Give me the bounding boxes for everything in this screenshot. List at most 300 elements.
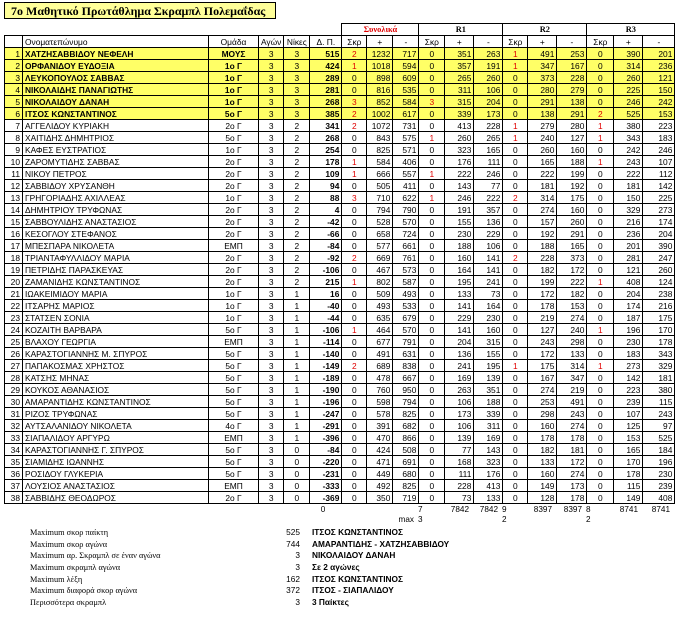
r1-minus: 222 xyxy=(474,192,503,204)
r1-minus: 228 xyxy=(474,120,503,132)
total-r3-minus: 8741 xyxy=(651,505,670,514)
total-minus: 680 xyxy=(393,468,419,480)
wins: 2 xyxy=(284,132,310,144)
r2-plus: 165 xyxy=(528,156,557,168)
stat-value: 744 xyxy=(286,538,300,549)
group-r1-header: R1 xyxy=(419,24,503,36)
table-row xyxy=(5,48,675,60)
r3-scrabbles: 0 xyxy=(587,396,614,408)
total-scrabbles: 2 xyxy=(342,252,367,264)
r1-minus: 339 xyxy=(474,408,503,420)
r3-minus: 174 xyxy=(643,216,675,228)
total-minus: 557 xyxy=(393,168,419,180)
team: 1ο Γ xyxy=(209,72,259,84)
r1-scrabbles: 0 xyxy=(419,372,445,384)
games: 3 xyxy=(259,168,284,180)
r1-scrabbles: 1 xyxy=(419,132,445,144)
r2-scrabbles: 0 xyxy=(503,432,528,444)
r3-minus: 150 xyxy=(643,84,675,96)
player-name: ΙΤΣΑΡΗΣ ΜΑΡΙΟΣ xyxy=(23,300,209,312)
r3-plus: 380 xyxy=(614,120,643,132)
row-number: 22 xyxy=(5,300,23,312)
total-minus: 825 xyxy=(393,480,419,492)
r1-scrabbles: 0 xyxy=(419,84,445,96)
total-scrabbles: 3 xyxy=(342,96,367,108)
row-number: 24 xyxy=(5,324,23,336)
r1-minus: 191 xyxy=(474,60,503,72)
r2-plus: 167 xyxy=(528,372,557,384)
r3-plus: 107 xyxy=(614,408,643,420)
total-r2-skr: 9 xyxy=(502,505,507,514)
player-name: ΙΩΑΚΕΙΜΙΔΟΥ ΜΑΡΙΑ xyxy=(23,288,209,300)
team: 1ο Γ xyxy=(209,144,259,156)
r3-plus: 273 xyxy=(614,360,643,372)
wins: 1 xyxy=(284,312,310,324)
games: 3 xyxy=(259,348,284,360)
points-diff: -220 xyxy=(310,456,342,468)
stat-row xyxy=(30,597,572,609)
table-row xyxy=(5,288,675,300)
r3-minus: 142 xyxy=(643,180,675,192)
r2-scrabbles: 0 xyxy=(503,396,528,408)
standings-table xyxy=(4,23,675,504)
total-minus: 790 xyxy=(393,204,419,216)
r3-scrabbles: 0 xyxy=(587,384,614,396)
player-name: ΔΗΜΗΤΡΙΟΥ ΤΡΥΦΩΝΑΣ xyxy=(23,204,209,216)
r2-plus: 172 xyxy=(528,348,557,360)
r3-minus: 184 xyxy=(643,444,675,456)
stat-value: 372 xyxy=(286,585,300,596)
r1-minus: 106 xyxy=(474,240,503,252)
games: 3 xyxy=(259,336,284,348)
total-minus: 587 xyxy=(393,276,419,288)
player-name: ΣΤΑΤΣΕΝ ΣΟΝΙΑ xyxy=(23,312,209,324)
points-diff: 281 xyxy=(310,84,342,96)
table-row xyxy=(5,372,675,384)
r1-scrabbles: 1 xyxy=(419,168,445,180)
r3-minus: 273 xyxy=(643,204,675,216)
table-row xyxy=(5,384,675,396)
row-number: 34 xyxy=(5,444,23,456)
stat-label: Περισσότερα σκραμπλ xyxy=(30,597,107,607)
wins: 3 xyxy=(284,60,310,72)
stat-holder: ΙΤΣΟΣ ΚΩΝΣΤΑΝΤΙΝΟΣ xyxy=(312,573,403,584)
table-row xyxy=(5,228,675,240)
r2-plus: 347 xyxy=(528,60,557,72)
r3-plus: 246 xyxy=(614,96,643,108)
r3-scrabbles: 0 xyxy=(587,84,614,96)
r1-plus: 228 xyxy=(445,480,474,492)
r1-plus: 230 xyxy=(445,228,474,240)
r2-minus: 188 xyxy=(557,156,587,168)
r2-minus: 172 xyxy=(557,264,587,276)
wins: 1 xyxy=(284,384,310,396)
row-number: 35 xyxy=(5,456,23,468)
player-name: ΚΑΤΣΗΣ ΜΗΝΑΣ xyxy=(23,372,209,384)
team: ΕΜΠ xyxy=(209,336,259,348)
r2-scrabbles: 0 xyxy=(503,300,528,312)
r1-scrabbles: 0 xyxy=(419,432,445,444)
wins: 1 xyxy=(284,360,310,372)
total-plus: 794 xyxy=(367,204,393,216)
r2-minus: 175 xyxy=(557,192,587,204)
r3-minus: 216 xyxy=(643,300,675,312)
wins: 2 xyxy=(284,204,310,216)
table-row xyxy=(5,156,675,168)
player-name: ΛΕΥΚΟΠΟΥΛΟΣ ΣΑΒΒΑΣ xyxy=(23,72,209,84)
r3-scrabbles: 1 xyxy=(587,132,614,144)
r1-scrabbles: 0 xyxy=(419,408,445,420)
r3-minus: 115 xyxy=(643,396,675,408)
player-name: ΧΑΙΤΙΔΗΣ ΔΗΜΗΤΡΙΟΣ xyxy=(23,132,209,144)
r2-scrabbles: 1 xyxy=(503,120,528,132)
r2-minus: 133 xyxy=(557,348,587,360)
r3-minus: 260 xyxy=(643,264,675,276)
r2-minus: 192 xyxy=(557,180,587,192)
points-diff: -44 xyxy=(310,312,342,324)
r2-plus: 253 xyxy=(528,396,557,408)
total-r3-skr: 8 xyxy=(586,505,591,514)
total-scrabbles: 2 xyxy=(342,360,367,372)
total-r3-plus: 8741 xyxy=(619,505,638,514)
player-name: ΚΑΡΑΣΤΟΓΙΑΝΝΗΣ Μ. ΣΠΥΡΟΣ xyxy=(23,348,209,360)
player-name: ΣΑΒΒΟΥΛΙΔΗΣ ΑΝΑΣΤΑΣΙΟΣ xyxy=(23,216,209,228)
r1-scrabbles: 0 xyxy=(419,288,445,300)
r2-minus: 199 xyxy=(557,168,587,180)
games: 3 xyxy=(259,480,284,492)
r1-scrabbles: 0 xyxy=(419,396,445,408)
points-diff: -42 xyxy=(310,216,342,228)
col-r1-minus: - xyxy=(474,36,503,48)
total-plus: 584 xyxy=(367,156,393,168)
games: 3 xyxy=(259,468,284,480)
total-plus: 658 xyxy=(367,228,393,240)
team: 5ο Γ xyxy=(209,408,259,420)
wins: 2 xyxy=(284,264,310,276)
row-number: 29 xyxy=(5,384,23,396)
row-number: 23 xyxy=(5,312,23,324)
r3-plus: 174 xyxy=(614,300,643,312)
table-row xyxy=(5,492,675,504)
r2-minus: 181 xyxy=(557,444,587,456)
col-wins: Νίκες xyxy=(284,36,310,48)
r1-scrabbles: 0 xyxy=(419,468,445,480)
points-diff: -396 xyxy=(310,432,342,444)
r3-plus: 343 xyxy=(614,132,643,144)
player-name: ΠΕΤΡΙΔΗΣ ΠΑΡΑΣΚΕΥΑΣ xyxy=(23,264,209,276)
row-number: 25 xyxy=(5,336,23,348)
r1-plus: 73 xyxy=(445,492,474,504)
wins: 1 xyxy=(284,420,310,432)
r2-plus: 175 xyxy=(528,360,557,372)
total-minus: 594 xyxy=(393,60,419,72)
points-diff: 341 xyxy=(310,120,342,132)
r3-plus: 183 xyxy=(614,348,643,360)
total-minus: 794 xyxy=(393,396,419,408)
table-row xyxy=(5,252,675,264)
r1-minus: 351 xyxy=(474,384,503,396)
r2-minus: 153 xyxy=(557,300,587,312)
r1-plus: 77 xyxy=(445,444,474,456)
r3-plus: 125 xyxy=(614,420,643,432)
team: 1ο Γ xyxy=(209,312,259,324)
r1-plus: 357 xyxy=(445,60,474,72)
stat-holder: ΑΜΑΡΑΝΤΙΔΗΣ - ΧΑΤΖΗΣΑΒΒΙΔΟΥ xyxy=(312,538,450,549)
r1-minus: 195 xyxy=(474,360,503,372)
r1-plus: 160 xyxy=(445,252,474,264)
r1-scrabbles: 0 xyxy=(419,456,445,468)
r1-minus: 230 xyxy=(474,312,503,324)
r2-minus: 182 xyxy=(557,288,587,300)
r3-minus: 246 xyxy=(643,144,675,156)
games: 3 xyxy=(259,360,284,372)
r3-minus: 121 xyxy=(643,72,675,84)
r2-plus: 373 xyxy=(528,72,557,84)
r3-scrabbles: 0 xyxy=(587,216,614,228)
stat-row xyxy=(30,539,572,551)
table-row xyxy=(5,396,675,408)
wins: 2 xyxy=(284,156,310,168)
r3-minus: 175 xyxy=(643,312,675,324)
r2-scrabbles: 0 xyxy=(503,180,528,192)
r1-scrabbles: 0 xyxy=(419,480,445,492)
wins: 1 xyxy=(284,288,310,300)
team: ΕΜΠ xyxy=(209,432,259,444)
r1-minus: 204 xyxy=(474,96,503,108)
total-plus: 528 xyxy=(367,216,393,228)
r1-plus: 315 xyxy=(445,96,474,108)
r2-plus: 298 xyxy=(528,408,557,420)
games: 3 xyxy=(259,216,284,228)
r2-minus: 167 xyxy=(557,60,587,72)
total-minus: 622 xyxy=(393,192,419,204)
r1-scrabbles: 0 xyxy=(419,492,445,504)
r2-plus: 128 xyxy=(528,492,557,504)
r1-plus: 136 xyxy=(445,348,474,360)
r1-scrabbles: 0 xyxy=(419,144,445,156)
player-name: ΣΙΑΠΑΛΙΔΟΥ ΑΡΓΥΡΩ xyxy=(23,432,209,444)
r2-minus: 138 xyxy=(557,96,587,108)
total-minus: 570 xyxy=(393,216,419,228)
r1-minus: 413 xyxy=(474,480,503,492)
team: 2ο Γ xyxy=(209,180,259,192)
r3-minus: 124 xyxy=(643,276,675,288)
r2-plus: 274 xyxy=(528,384,557,396)
r2-scrabbles: 2 xyxy=(503,192,528,204)
player-name: ΚΕΣΟΓΛΟΥ ΣΤΕΦΑΝΟΣ xyxy=(23,228,209,240)
table-row xyxy=(5,468,675,480)
row-number: 8 xyxy=(5,132,23,144)
r1-plus: 323 xyxy=(445,144,474,156)
team: 2ο Γ xyxy=(209,264,259,276)
r2-minus: 314 xyxy=(557,360,587,372)
r2-plus: 280 xyxy=(528,84,557,96)
table-row xyxy=(5,192,675,204)
points-diff: -247 xyxy=(310,408,342,420)
r1-plus: 204 xyxy=(445,336,474,348)
col-r2-skr: Σκρ xyxy=(503,36,528,48)
total-minus: 667 xyxy=(393,372,419,384)
col-r3-skr: Σκρ xyxy=(587,36,614,48)
r3-scrabbles: 0 xyxy=(587,72,614,84)
r2-plus: 279 xyxy=(528,120,557,132)
r2-minus: 253 xyxy=(557,48,587,60)
page-title: 7ο Μαθητικό Πρωτάθλημα Σκραμπλ Πολεμαΐδας xyxy=(4,2,276,19)
player-name: ΚΟΥΚΟΣ ΑΘΑΝΑΣΙΟΣ xyxy=(23,384,209,396)
table-row xyxy=(5,360,675,372)
r1-scrabbles: 0 xyxy=(419,228,445,240)
r3-plus: 225 xyxy=(614,84,643,96)
r3-scrabbles: 0 xyxy=(587,312,614,324)
r2-scrabbles: 0 xyxy=(503,420,528,432)
r3-plus: 115 xyxy=(614,480,643,492)
r3-scrabbles: 0 xyxy=(587,456,614,468)
r3-scrabbles: 0 xyxy=(587,348,614,360)
total-minus: 691 xyxy=(393,456,419,468)
team: 5ο Γ xyxy=(209,396,259,408)
total-plus: 471 xyxy=(367,456,393,468)
row-number: 32 xyxy=(5,420,23,432)
player-name: ΟΡΦΑΝΙΔΟΥ ΕΥΔΟΞΙΑ xyxy=(23,60,209,72)
wins: 2 xyxy=(284,144,310,156)
r1-scrabbles: 0 xyxy=(419,60,445,72)
total-minus: 950 xyxy=(393,384,419,396)
r3-minus: 97 xyxy=(643,420,675,432)
r2-scrabbles: 0 xyxy=(503,144,528,156)
team: 1ο Γ xyxy=(209,60,259,72)
table-row xyxy=(5,60,675,72)
points-diff: -333 xyxy=(310,480,342,492)
r3-plus: 242 xyxy=(614,144,643,156)
r2-plus: 219 xyxy=(528,312,557,324)
r1-scrabbles: 0 xyxy=(419,324,445,336)
team: ΕΜΠ xyxy=(209,240,259,252)
stat-holder: Σε 2 αγώνες xyxy=(312,562,360,573)
col-r1-plus: + xyxy=(445,36,474,48)
r2-plus: 243 xyxy=(528,336,557,348)
r1-plus: 168 xyxy=(445,456,474,468)
total-plus: 470 xyxy=(367,432,393,444)
wins: 2 xyxy=(284,252,310,264)
r2-scrabbles: 1 xyxy=(503,48,528,60)
r2-plus: 127 xyxy=(528,324,557,336)
total-plus: 843 xyxy=(367,132,393,144)
r3-minus: 238 xyxy=(643,288,675,300)
table-row xyxy=(5,264,675,276)
r3-scrabbles: 0 xyxy=(587,444,614,456)
r3-plus: 222 xyxy=(614,168,643,180)
player-name: ΙΤΣΟΣ ΚΩΝΣΤΑΝΤΙΝΟΣ xyxy=(23,108,209,120)
total-scrabbles: 1 xyxy=(342,324,367,336)
total-scrabbles: 1 xyxy=(342,60,367,72)
total-plus: 825 xyxy=(367,144,393,156)
row-number: 17 xyxy=(5,240,23,252)
r2-minus: 243 xyxy=(557,408,587,420)
row-number: 7 xyxy=(5,120,23,132)
games: 3 xyxy=(259,456,284,468)
wins: 3 xyxy=(284,108,310,120)
r1-plus: 176 xyxy=(445,156,474,168)
table-row xyxy=(5,96,675,108)
row-number: 30 xyxy=(5,396,23,408)
player-name: ΑΓΓΕΛΙΔΟΥ ΚΥΡΙΑΚΗ xyxy=(23,120,209,132)
games: 3 xyxy=(259,264,284,276)
row-number: 36 xyxy=(5,468,23,480)
r2-plus: 160 xyxy=(528,420,557,432)
r1-plus: 351 xyxy=(445,48,474,60)
r1-minus: 133 xyxy=(474,492,503,504)
r3-minus: 236 xyxy=(643,60,675,72)
r2-scrabbles: 0 xyxy=(503,444,528,456)
stat-label: Maximum διαφορά σκορ αγώνα xyxy=(30,586,138,596)
total-plus: 598 xyxy=(367,396,393,408)
row-number: 37 xyxy=(5,480,23,492)
games: 3 xyxy=(259,300,284,312)
r2-minus: 373 xyxy=(557,252,587,264)
r2-scrabbles: 1 xyxy=(503,132,528,144)
row-number: 28 xyxy=(5,372,23,384)
total-scrabbles: 0 xyxy=(342,288,367,300)
stat-value: 3 xyxy=(295,562,300,573)
r3-scrabbles: 0 xyxy=(587,192,614,204)
table-row xyxy=(5,300,675,312)
r1-scrabbles: 0 xyxy=(419,120,445,132)
player-name: ΡΟΣΙΔΟΥ ΓΛΥΚΕΡΙΑ xyxy=(23,468,209,480)
row-number: 4 xyxy=(5,84,23,96)
table-row xyxy=(5,240,675,252)
total-plus: 350 xyxy=(367,492,393,504)
row-number: 11 xyxy=(5,168,23,180)
wins: 3 xyxy=(284,48,310,60)
r2-minus: 291 xyxy=(557,228,587,240)
total-plus: 898 xyxy=(367,72,393,84)
team: 1ο Γ xyxy=(209,288,259,300)
row-number: 1 xyxy=(5,48,23,60)
total-scrabbles: 0 xyxy=(342,408,367,420)
wins: 1 xyxy=(284,372,310,384)
team: 5ο Γ xyxy=(209,456,259,468)
total-minus: 535 xyxy=(393,84,419,96)
games: 3 xyxy=(259,372,284,384)
r3-scrabbles: 0 xyxy=(587,432,614,444)
team: 5ο Γ xyxy=(209,360,259,372)
games: 3 xyxy=(259,192,284,204)
col-team: Ομάδα xyxy=(209,36,259,48)
player-name: ΑΜΑΡΑΝΤΙΔΗΣ ΚΩΝΣΤΑΝΤΙΝΟΣ xyxy=(23,396,209,408)
points-diff: 88 xyxy=(310,192,342,204)
r1-scrabbles: 0 xyxy=(419,108,445,120)
r1-minus: 260 xyxy=(474,72,503,84)
total-minus: 825 xyxy=(393,408,419,420)
r3-scrabbles: 0 xyxy=(587,180,614,192)
team: 5ο Γ xyxy=(209,468,259,480)
r1-plus: 106 xyxy=(445,420,474,432)
r2-scrabbles: 0 xyxy=(503,168,528,180)
total-minus: 617 xyxy=(393,108,419,120)
r3-minus: 380 xyxy=(643,384,675,396)
total-scrabbles: 0 xyxy=(342,492,367,504)
games: 3 xyxy=(259,324,284,336)
r3-plus: 223 xyxy=(614,384,643,396)
r1-scrabbles: 0 xyxy=(419,444,445,456)
r3-scrabbles: 0 xyxy=(587,228,614,240)
r1-plus: 133 xyxy=(445,288,474,300)
total-plus: 635 xyxy=(367,312,393,324)
table-row xyxy=(5,408,675,420)
table-row xyxy=(5,420,675,432)
r1-scrabbles: 0 xyxy=(419,276,445,288)
team: 2ο Γ xyxy=(209,228,259,240)
